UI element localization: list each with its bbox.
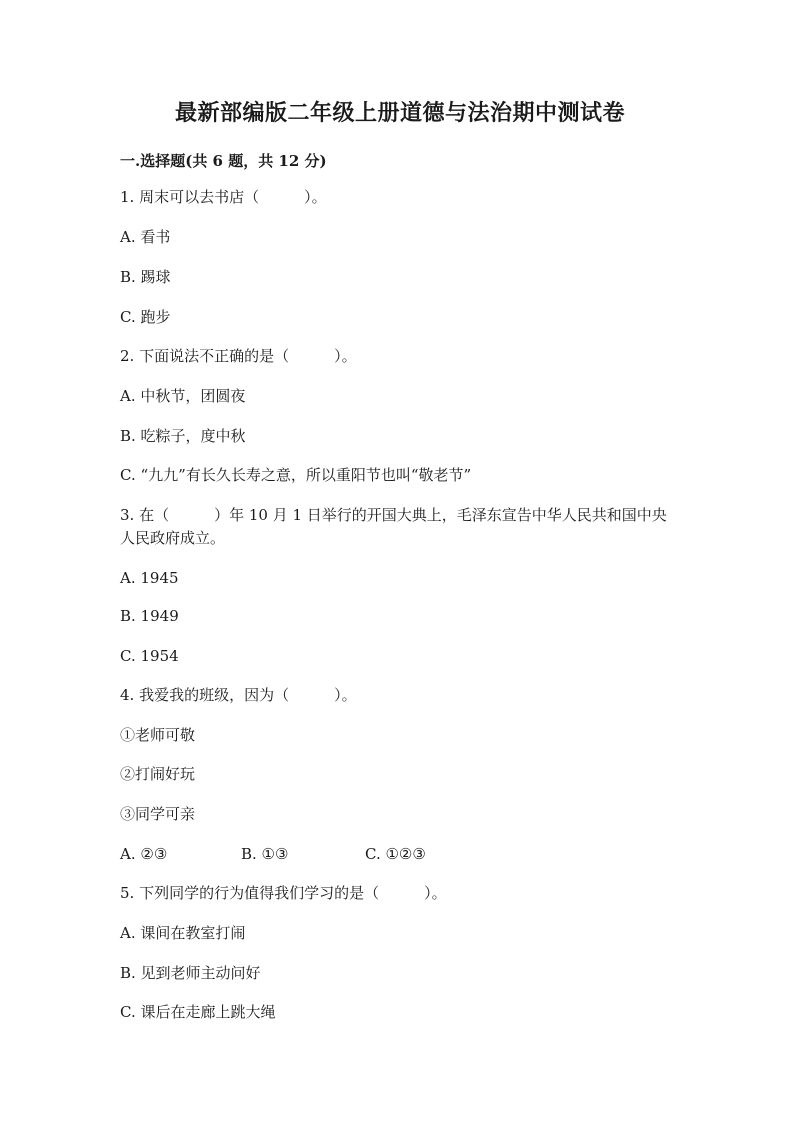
question-2-option-a[interactable]: A. 中秋节，团圆夜: [120, 387, 246, 405]
question-1-option-c[interactable]: C. 跑步: [120, 308, 171, 326]
question-4-item-2: ②打闹好玩: [120, 765, 196, 783]
question-3-option-a[interactable]: A. 1945: [120, 569, 179, 587]
question-3-option-b[interactable]: B. 1949: [120, 607, 179, 625]
question-2-option-b[interactable]: B. 吃粽子，度中秋: [120, 427, 246, 445]
question-5-option-a[interactable]: A. 课间在教室打闹: [120, 924, 246, 942]
question-3-option-c[interactable]: C. 1954: [120, 647, 179, 665]
question-5-option-c[interactable]: C. 课后在走廊上跳大绳: [120, 1003, 276, 1021]
question-1-option-a[interactable]: A. 看书: [120, 228, 171, 246]
question-4-item-1: ①老师可敬: [120, 726, 196, 744]
section-heading: 一.选择题(共 6 题，共 12 分): [120, 152, 327, 170]
question-3-stem: 3. 在（ ）年 10 月 1 日举行的开国大典上，毛泽东宣告中华人民共和国中央人民政府成立。: [120, 506, 667, 547]
question-4-option-a[interactable]: A. ②③: [120, 845, 168, 863]
question-1-stem: 1. 周末可以去书店（ ）。: [120, 188, 327, 206]
question-4-item-3: ③同学可亲: [120, 805, 196, 823]
question-4-stem: 4. 我爱我的班级，因为（ ）。: [120, 686, 357, 704]
question-4-option-c[interactable]: C. ①②③: [365, 845, 426, 863]
question-5-stem: 5. 下列同学的行为值得我们学习的是（ ）。: [120, 884, 447, 902]
question-1-option-b[interactable]: B. 踢球: [120, 268, 171, 286]
question-2-stem: 2. 下面说法不正确的是（ ）。: [120, 347, 357, 365]
question-5-option-b[interactable]: B. 见到老师主动问好: [120, 964, 261, 982]
question-4-option-b[interactable]: B. ①③: [241, 845, 289, 863]
page-title: 最新部编版二年级上册道德与法治期中测试卷: [174, 100, 625, 126]
question-2-option-c[interactable]: C. “九九”有长久长寿之意，所以重阳节也叫“敬老节”: [120, 466, 472, 484]
question-4-options-row: [120, 843, 426, 865]
